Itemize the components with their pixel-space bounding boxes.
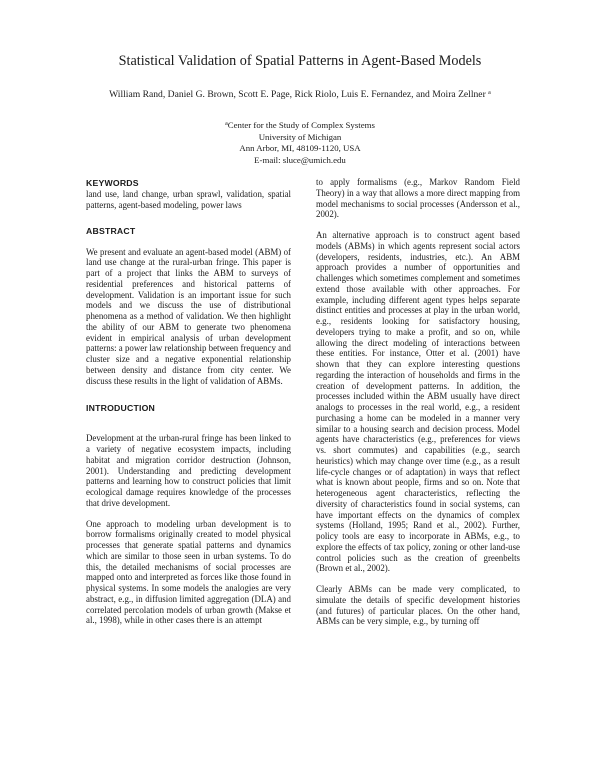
keywords-heading: KEYWORDS	[86, 178, 139, 188]
intro-paragraph-2: One approach to modeling urban development is to borrow formalisms originally created to model physical processes that generate spatial patterns and dynamics which are similar to those seen in urban systems. To do this, the detailed mechanisms of social processes are mapped onto and interpreted as forces like those found in physical systems. In some models the analogies are very abstract, e.g., in diffusion limited aggregation (DLA) and correlated percolation models of urban growth (Makse et al., 1998), while in other cases there is an attempt	[86, 518, 291, 626]
right-column	[316, 177, 520, 627]
abstract-text: We present and evaluate an agent-based model (ABM) of land use change at the rural-urban fringe. This paper is part of a project that links the ABM to surveys of residential preferences and historical patterns of development. Validation is an important issue for such models and we discuss the use of distributional phenomena as a method of validation. We then highlight the ability of our ABM to generate two phenomena evident in empirical analysis of urban development patterns: a power law relationship between frequency and cluster size and a negative exponential relationship between density and distance from city center. We discuss these results in the light of validation of ABMs.	[86, 246, 291, 386]
intro-paragraph-1: Development at the urban-rural fringe has been linked to a variety of negative ecosystem impacts, including habitat and migration corridor destruction (Johnson, 2001). Understanding and predicting development patterns and learning how to construct policies that limit ecological damage requires knowledge of the processes that drive development.	[86, 433, 291, 508]
intro-paragraph-2-continued: to apply formalisms (e.g., Markov Random Field Theory) in a way that allows a more direct mapping from model mechanisms to social processes (Andersson et al., 2002).	[316, 177, 520, 220]
abstract-heading: ABSTRACT	[86, 225, 136, 236]
affiliation-university: University of Michigan	[258, 131, 342, 142]
author-list	[40, 87, 560, 101]
affiliation-city: Ann Arbor, MI, 48109-1120, USA	[239, 143, 361, 153]
keywords-text: land use, land change, urban sprawl, validation, spatial patterns, agent-based modeling, power laws	[86, 189, 291, 210]
affiliation-center-text: Center for the Study of Complex Systems	[227, 120, 375, 130]
intro-paragraph-3: An alternative approach is to construct agent based models (ABMs) in which agents represent social actors (developers, residents, industries, etc.). An ABM approach provides a number of opportunities and challenges which sometimes complement and sometimes extend those available with other approaches. For example, including different agent types helps separate distinct entities and processes at play in the urban world, e.g., residents looking for satisfactory housing, developers trying to make a profit, and so on, while allowing the direct modeling of interactions between these entities. For instance, Otter et al. (2001) have shown that they can explore interesting questions regarding the interaction of households and firms in the creation of development patterns. In addition, the processes included within the ABM usually have direct analogs to processes in the real world, e.g., a resident purchasing a home can be modeled in a manner very similar to a housing search and decision process. Model agents have characteristics (e.g., preferences for views vs. short commutes) and capabilities (e.g., search heuristics) which may change over time (e.g., as a result life-cycle changes or of adaptation) in ways that reflect what is known about people, firms and so on. Note that heterogeneous agent characteristics, reflecting the diversity of characteristics found in social systems, can have important effects on the dynamics of complex systems (Holland, 1995; Rand et al., 2002). Further, policy tools are easy to incorporate in ABMs, e.g., to explore the effects of tax policy, zoning or other land-use control policies such as the creation of greenbelts (Brown et al., 2002).	[316, 230, 520, 574]
paper-title: Statistical Validation of Spatial Patterns in Agent-Based Models	[118, 53, 482, 69]
intro-paragraph-4: Clearly ABMs can be made very complicated, to simulate the details of specific development histories (and futures) of particular places. On the other hand, ABMs can be very simple, e.g., by turning off	[316, 584, 520, 627]
introduction-heading: INTRODUCTION	[86, 403, 155, 414]
affiliation-block	[100, 119, 500, 166]
affiliation-mark: a	[225, 121, 228, 127]
author-names: William Rand, Daniel G. Brown, Scott E. Page, Rick Riolo, Luis E. Fernandez, and Moira Zellner	[109, 89, 486, 100]
affiliation-email: E-mail: sluce@umich.edu	[254, 154, 346, 165]
left-column	[86, 178, 291, 626]
affiliation-center	[100, 119, 500, 132]
author-affiliation-mark: a	[488, 90, 491, 96]
